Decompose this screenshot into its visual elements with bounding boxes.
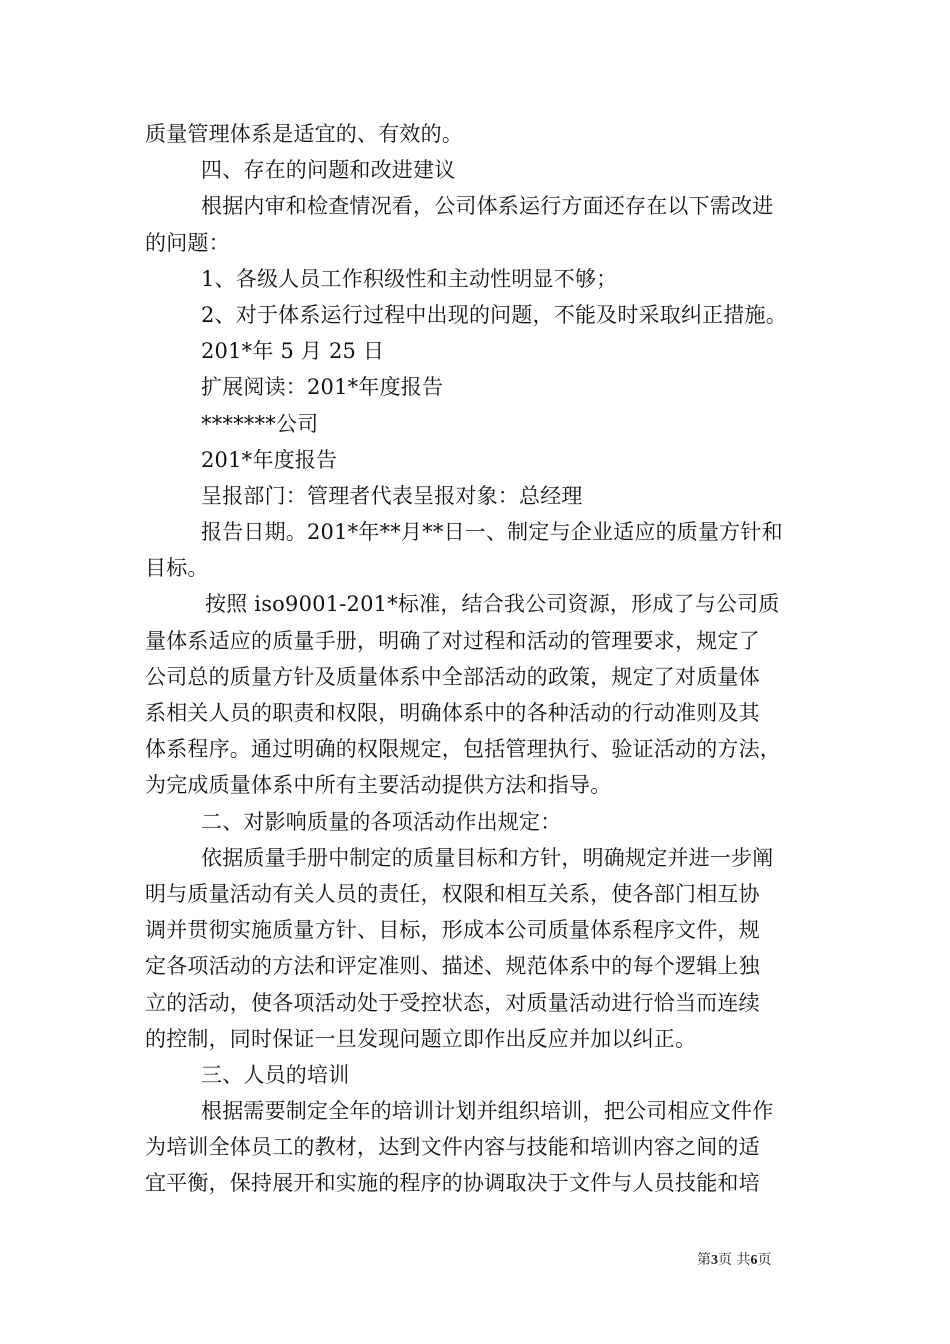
text-line: 的控制，同时保证一旦发现问题立即作出反应并加以纠正。 xyxy=(145,1026,697,1051)
page-footer xyxy=(697,1249,771,1269)
text-line: 四、存在的问题和改进建议 xyxy=(201,158,456,183)
text-line: 依据质量手册中制定的质量目标和方针，明确规定并进一步阐 xyxy=(201,845,774,870)
text-line: 扩展阅读：201*年度报告 xyxy=(201,375,444,400)
text-line: 的问题： xyxy=(145,230,230,255)
text-line: 定各项活动的方法和评定准则、描述、规范体系中的每个逻辑上独 xyxy=(145,954,760,979)
total-pages-number: 6 xyxy=(750,1253,758,1268)
footer-prefix: 第 xyxy=(697,1252,711,1268)
text-line: 呈报部门：管理者代表呈报对象：总经理 xyxy=(201,483,583,508)
text-line: 201*年度报告 xyxy=(201,447,338,472)
text-line: 2、对于体系运行过程中出现的问题，不能及时采取纠正措施。 xyxy=(201,302,787,327)
text-line: 1、各级人员工作积级性和主动性明显不够； xyxy=(201,266,618,291)
text-line: 明与质量活动有关人员的责任，权限和相互关系，使各部门相互协 xyxy=(145,881,760,906)
document-body xyxy=(145,116,825,1202)
footer-suffix: 页 xyxy=(757,1252,772,1268)
text-line: 量体系适应的质量手册，明确了对过程和活动的管理要求，规定了 xyxy=(145,628,760,653)
text-line: 宜平衡，保持展开和实施的程序的协调取决于文件与人员技能和培 xyxy=(145,1171,760,1196)
text-line: 201*年 5 月 25 日 xyxy=(201,339,385,364)
text-line: 立的活动，使各项活动处于受控状态，对质量活动进行恰当而连续 xyxy=(145,990,760,1015)
text-line: 三、人员的培训 xyxy=(201,1062,350,1087)
text-line: 按照 iso9001-201*标准，结合我公司资源，形成了与公司质 xyxy=(205,592,780,617)
text-line: 为培训全体员工的教材，达到文件内容与技能和培训内容之间的适 xyxy=(145,1135,760,1160)
text-line: 根据需要制定全年的培训计划并组织培训，把公司相应文件作 xyxy=(201,1099,774,1124)
text-line: 根据内审和检查情况看，公司体系运行方面还存在以下需改进 xyxy=(201,194,774,219)
current-page-number: 3 xyxy=(711,1253,718,1268)
text-line: 为完成质量体系中所有主要活动提供方法和指导。 xyxy=(145,773,612,798)
text-line: *******公司 xyxy=(201,411,319,436)
text-line: 报告日期。201*年**月**日一、制定与企业适应的质量方针和 xyxy=(201,520,783,545)
text-line: 体系程序。通过明确的权限规定，包括管理执行、验证活动的方法， xyxy=(145,737,781,762)
text-line: 公司总的质量方针及质量体系中全部活动的政策，规定了对质量体 xyxy=(145,664,760,689)
text-line: 目标。 xyxy=(145,556,209,581)
text-line: 质量管理体系是适宜的、有效的。 xyxy=(145,122,463,146)
text-line: 二、对影响质量的各项活动作出规定： xyxy=(201,809,562,834)
footer-middle: 页 共 xyxy=(718,1252,751,1268)
text-line: 系相关人员的职责和权限，明确体系中的各种活动的行动准则及其 xyxy=(145,701,760,725)
text-line: 调并贯彻实施质量方针、目标，形成本公司质量体系程序文件，规 xyxy=(145,918,760,943)
